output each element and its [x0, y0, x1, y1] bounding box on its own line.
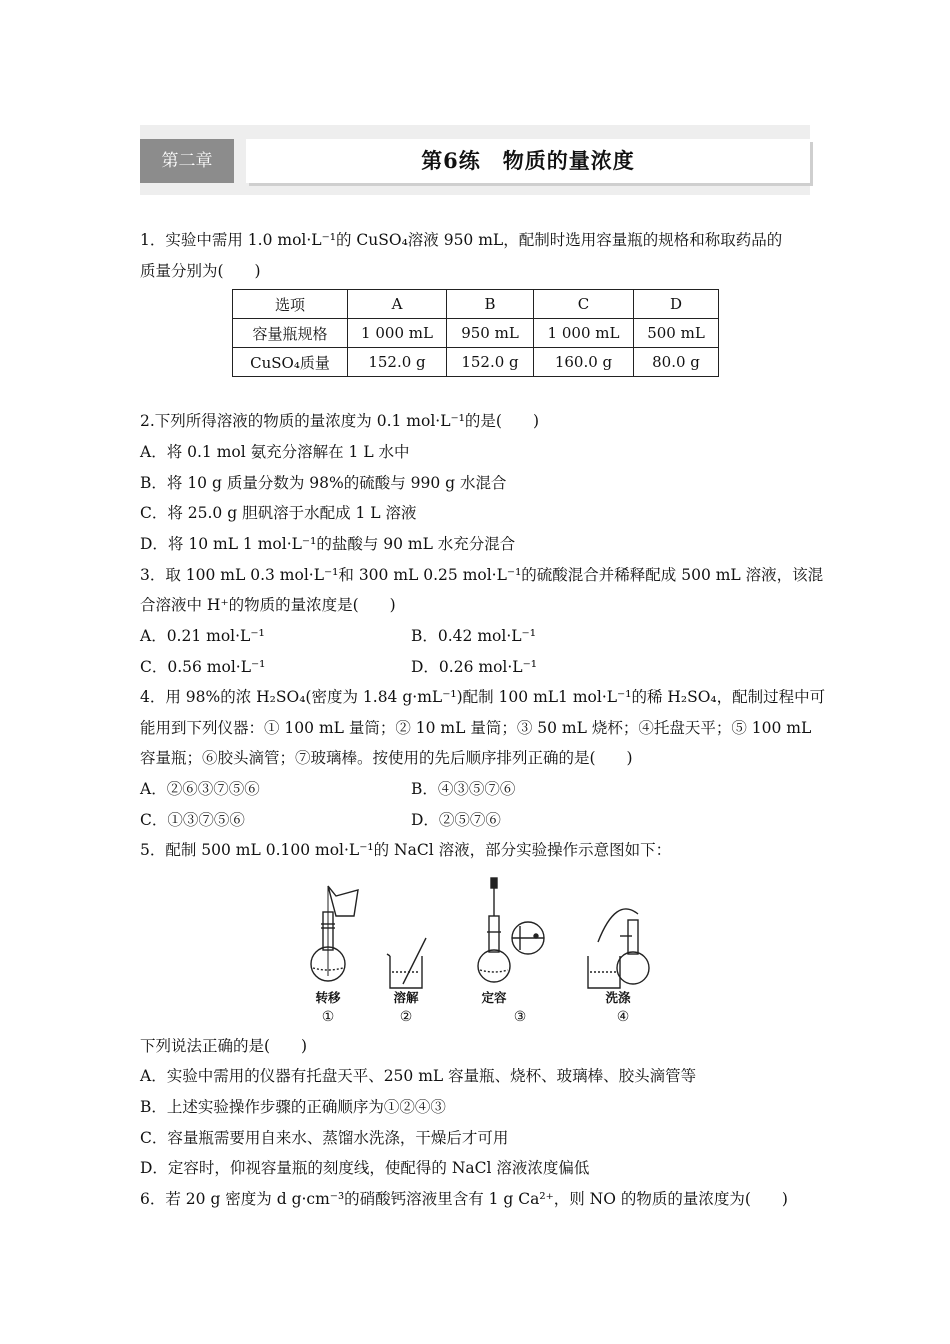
page-title: 第6练 物质的量浓度 [246, 139, 810, 183]
q4-option-a: A．②⑥③⑦⑤⑥ [140, 780, 260, 798]
q3-option-d: D．0.26 mol·L⁻¹ [411, 658, 537, 676]
q3-line2: 合溶液中 H⁺的物质的量浓度是( ) [140, 596, 396, 614]
q5-question: 下列说法正确的是( ) [140, 1037, 308, 1055]
q4-option-b: B．④③⑤⑦⑥ [411, 780, 516, 798]
table-cell: 950 mL [447, 319, 534, 348]
dissolve-beaker-icon [387, 938, 426, 988]
table-cell: 152.0 g [348, 348, 447, 377]
q4-option-d: D．②⑤⑦⑥ [411, 811, 501, 829]
q5-option-a: A．实验中需用的仪器有托盘天平、250 mL 容量瓶、烧杯、玻璃棒、胶头滴管等 [140, 1067, 697, 1085]
table-cell: B [447, 290, 534, 319]
figure-number-1: ① [321, 1009, 335, 1025]
table-cell: 500 mL [634, 319, 719, 348]
transfer-apparatus-icon [311, 886, 358, 981]
q5-stem: 5．配制 500 mL 0.100 mol·L⁻¹的 NaCl 溶液，部分实验操作示意图如下： [140, 841, 672, 859]
table-cell: 1 000 mL [534, 319, 634, 348]
q3-option-a: A．0.21 mol·L⁻¹ [140, 627, 265, 645]
figure-number-4: ④ [616, 1009, 630, 1025]
figure-label-fix-volume: 定容 [481, 990, 507, 1005]
q5-option-b: B．上述实验操作步骤的正确顺序为①②④③ [140, 1098, 446, 1116]
q1-line1: 1．实验中需用 1.0 mol·L⁻¹的 CuSO₄溶液 950 mL，配制时选用容量瓶的规格和称取药品的 [140, 231, 783, 249]
q2-stem: 2.下列所得溶液的物质的量浓度为 0.1 mol·L⁻¹的是( ) [140, 412, 539, 430]
table-cell: A [348, 290, 447, 319]
table-cell: 160.0 g [534, 348, 634, 377]
q3-line1: 3．取 100 mL 0.3 mol·L⁻¹和 300 mL 0.25 mol·L⁻¹的硫酸混合并稀释配成 500 mL 溶液，该混 [140, 566, 824, 584]
q5-option-d: D．定容时，仰视容量瓶的刻度线，使配得的 NaCl 溶液浓度偏低 [140, 1159, 590, 1177]
q4-line3: 容量瓶；⑥胶头滴管；⑦玻璃棒。按使用的先后顺序排列正确的是( ) [140, 749, 633, 767]
lab-procedure-figure [298, 876, 658, 1026]
q3-option-b: B．0.42 mol·L⁻¹ [411, 627, 536, 645]
q2-option-c: C．将 25.0 g 胆矾溶于水配成 1 L 溶液 [140, 504, 417, 522]
table-cell: 容量瓶规格 [233, 319, 348, 348]
q4-line1: 4．用 98%的浓 H₂SO₄(密度为 1.84 g·mL⁻¹)配制 100 mL1 mol·L⁻¹的稀 H₂SO₄，配制过程中可 [140, 688, 826, 706]
table-cell: 选项 [233, 290, 348, 319]
figure-number-3: ③ [513, 1009, 527, 1025]
q3-option-c: C．0.56 mol·L⁻¹ [140, 658, 266, 676]
figure-label-wash: 洗涤 [605, 990, 631, 1005]
table-cell: 1 000 mL [348, 319, 447, 348]
q1-line2: 质量分别为( ) [140, 262, 261, 280]
table-cell: 80.0 g [634, 348, 719, 377]
table-header-row [233, 290, 719, 319]
q6-stem: 6．若 20 g 密度为 d g·cm⁻³的硝酸钙溶液里含有 1 g Ca²⁺，则 NO 的物质的量浓度为( ) [140, 1190, 788, 1208]
q5-option-c: C．容量瓶需要用自来水、蒸馏水洗涤，干燥后才可用 [140, 1129, 509, 1147]
table-row [233, 348, 719, 377]
q2-option-a: A．将 0.1 mol 氨充分溶解在 1 L 水中 [140, 443, 410, 461]
table-cell: 152.0 g [447, 348, 534, 377]
table-cell: D [634, 290, 719, 319]
q2-option-b: B．将 10 g 质量分数为 98%的硫酸与 990 g 水混合 [140, 474, 507, 492]
table-row [233, 319, 719, 348]
q4-line2: 能用到下列仪器：① 100 mL 量筒；② 10 mL 量筒；③ 50 mL 烧杯；④托盘天平；⑤ 100 mL [140, 719, 812, 737]
figure-label-transfer: 转移 [315, 990, 341, 1005]
figure-number-2: ② [399, 1009, 413, 1025]
volumetric-flask-icon [478, 878, 544, 982]
q4-option-c: C．①③⑦⑤⑥ [140, 811, 245, 829]
q2-option-d: D．将 10 mL 1 mol·L⁻¹的盐酸与 90 mL 水充分混合 [140, 535, 516, 553]
chapter-tab: 第二章 [140, 139, 234, 183]
table-cell: C [534, 290, 634, 319]
q1-options-table [232, 289, 719, 377]
figure-label-dissolve: 溶解 [393, 990, 419, 1005]
wash-apparatus-icon [588, 909, 649, 988]
table-cell: CuSO₄质量 [233, 348, 348, 377]
